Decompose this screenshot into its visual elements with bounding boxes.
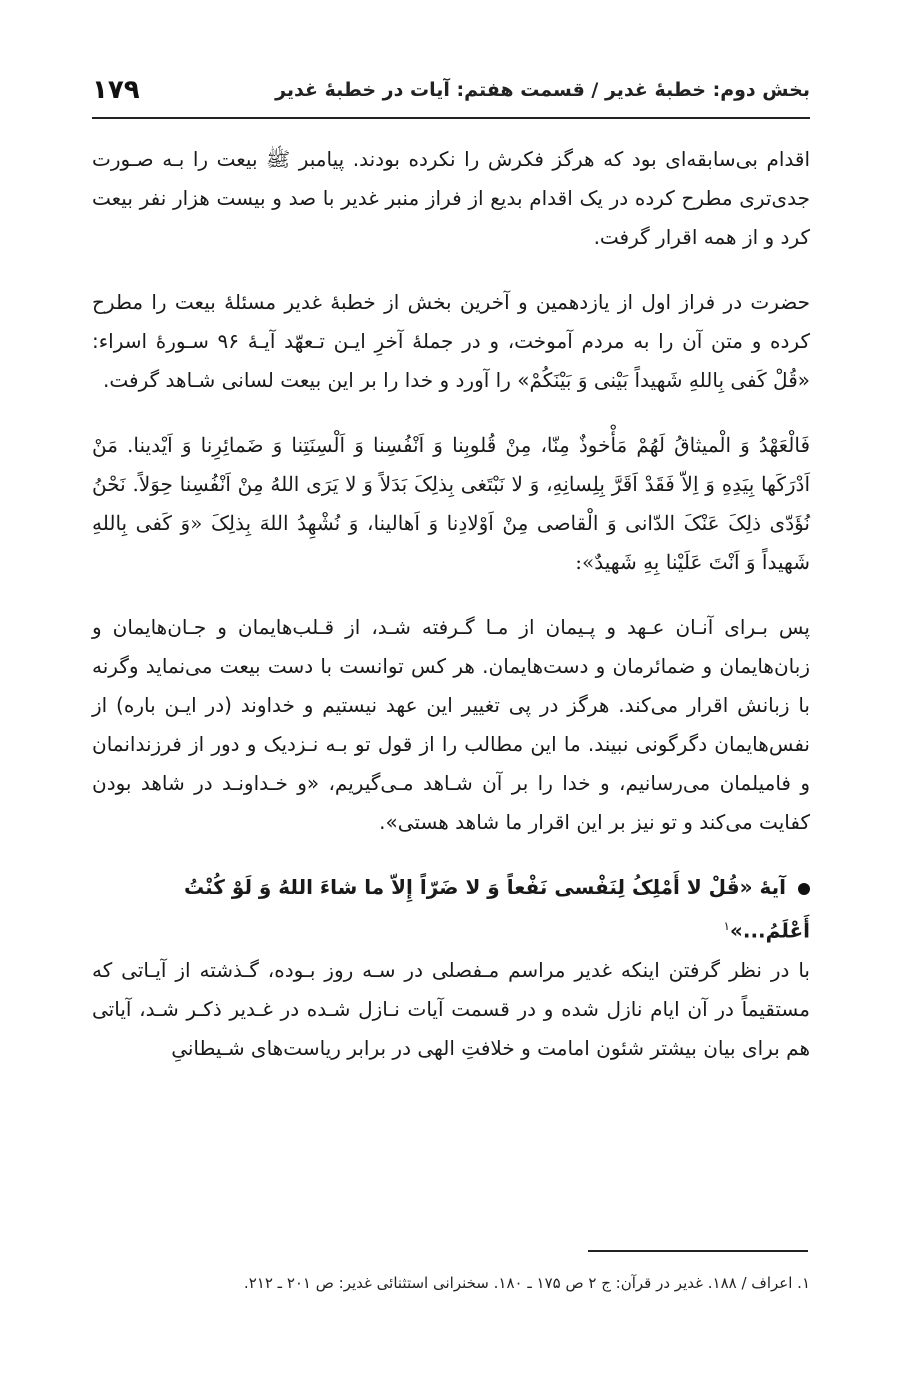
paragraph-2: حضرت در فراز اول از یازدهمین و آخرین بخش از خطبهٔ غدیر مسئلهٔ بیعت را مطرح کرده و متن آن را به مردم آموخت، و در جملهٔ آخرِ ایـن تـعهّد آیـهٔ ۹۶ سـورهٔ اسراء: «قُلْ کَفی بِاللهِ شَهیداً بَیْنی وَ بَیْنَکُمْ» را آورد و خدا را بر این بیعت لسانی شـاهد گرفت. bbox=[92, 290, 810, 392]
arabic-quote: فَالْعَهْدُ وَ الْمیثاقُ لَهُمْ مَأْخوذٌ مِنّا، مِنْ قُلوبِنا وَ اَنْفُسِنا وَ اَلْسِنَتِنا وَ ضَمائِرِنا وَ اَیْدینا. مَنْ اَدْرَکَها بِیَدِهِ وَ اِلاّ فَقَدْ اَقَرَّ بِلِسانِهِ، وَ لا نَبْتَغی بِذلِکَ بَدَلاً وَ لا یَرَی اللهُ مِنْ اَنْفُسِنا حِوَلاً. نَحْنُ نُؤَدّی ذلِکَ عَنْکَ الدّانی وَ الْقاصی مِنْ اَوْلادِنا وَ اَهالینا، وَ نُشْهِدُ اللهَ بِذلِکَ «وَ کَفی بِاللهِ شَهیداً وَ اَنْتَ عَلَیْنا بِهِ شَهیدٌ»: bbox=[92, 433, 810, 574]
footnote-divider bbox=[588, 1250, 808, 1252]
verse-heading bbox=[92, 868, 810, 951]
verse-heading-text: آیهٔ «قُلْ لا أَمْلِکُ لِنَفْسی نَفْعاً وَ لا ضَرّاً إِلاّ ما شاءَ اللهُ وَ لَوْ کُنْتُ أَعْلَمُ...» bbox=[183, 875, 810, 943]
bullet-icon bbox=[798, 883, 810, 895]
running-header bbox=[92, 70, 810, 110]
paragraph-4: با در نظر گرفتن اینکه غدیر مراسم مـفصلی در سـه روز بـوده، گـذشته از آیـاتی که مستقیماً در آن ایام نازل شده و در قسمت آیات نـازل شـده در غـدیر ذکـر شـد، آیاتی هم برای بیان بیشتر شئون امامت و خلافتِ الهی در برابر ریاست‌های شـیطانیِ bbox=[92, 957, 810, 1060]
footnote: ۱. اعراف / ۱۸۸. غدیر در قرآن: ج ۲ ص ۱۷۵ ـ ۱۸۰. سخنرانی استثنائی غدیر: ص ۲۰۱ ـ ۲۱۲. bbox=[243, 1274, 810, 1292]
footnote-reference: ۱ bbox=[723, 919, 730, 933]
paragraph-1: اقدام بی‌سابقه‌ای بود که هرگز فکرش را نکرده بودند. پیامبر ﷺ بیعت را بـه صـورت جدی‌تری مطرح کرده در یک اقدام بدیع از فراز منبر غدیر با صد و بیست هزار نفر بیعت کرد و از همه اقرار گرفت. bbox=[92, 147, 810, 249]
paragraph-3: پس بـرای آنـان عـهد و پـیمان از مـا گـرفته شـد، از قـلب‌هایمان و جـان‌هایمان و زبان‌هایمان و ضمائرمان و دست‌هایمان. هر کس توانست با دست بیعت می‌نماید وگرنه با زبانش اقرار می‌کند. هرگز در پی تغییر این عهد نیستیم و خداوند (در ایـن باره) از نفس‌هایمان دگرگونی نبیند. ما این مطالب را از قول تو بـه نـزدیک و دور از فرزندانمان و فامیلمان می‌رسانیم، و خدا را بر آن شـاهد مـی‌گیریم، «و خـداونـد در شاهد بودن کفایت می‌کند و تو نیز بر این اقرار ما شاهد هستی». bbox=[92, 615, 810, 834]
header-title: بخش دوم: خطبهٔ غدیر / قسمت هفتم: آیات در خطبهٔ غدیر bbox=[275, 79, 810, 101]
header-divider bbox=[92, 117, 810, 119]
main-text bbox=[92, 140, 810, 1094]
page-number: ۱۷۹ bbox=[92, 75, 140, 105]
